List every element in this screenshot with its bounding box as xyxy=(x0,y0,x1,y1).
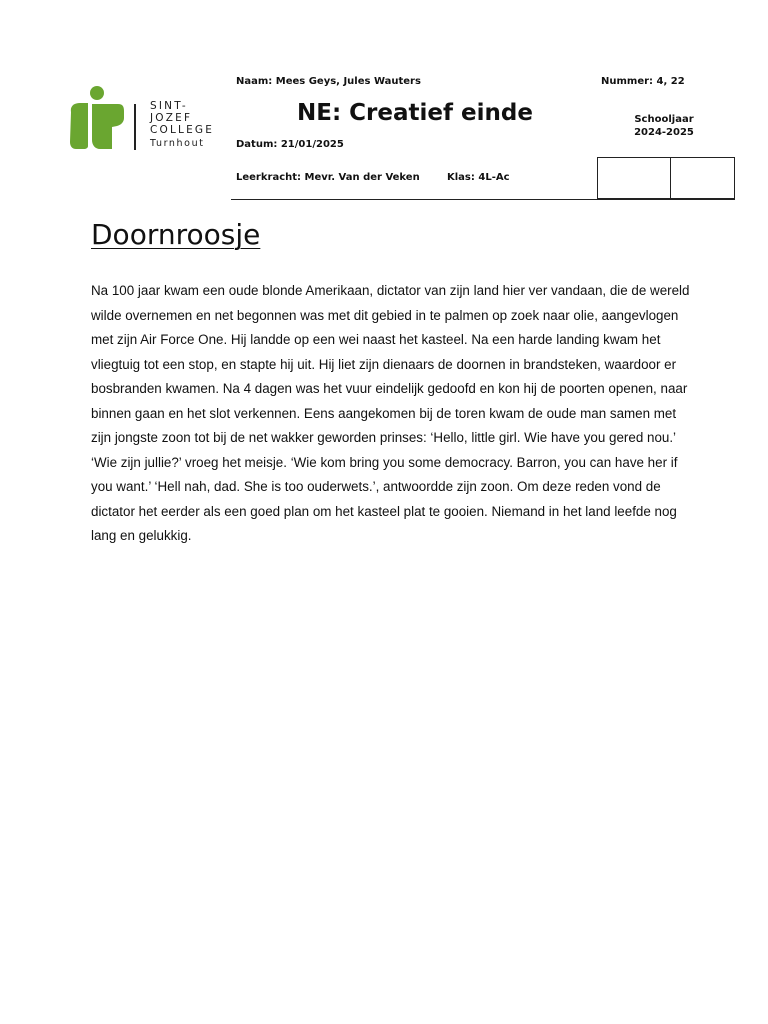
story-paragraph: Na 100 jaar kwam een oude blonde Amerikaan, dictator van zijn land hier ver vandaan, die de wereld wilde overnemen en net begonnen was met dit gebied in te palmen op zoek naar olie, aangevlogen met zijn Air Force One. Hij landde op een wei naast het kasteel. Na een harde landing kwam het vliegtuig tot een stop, en stapte hij uit. Hij liet zijn dienaars de doornen in brandsteken, waardoor er bosbranden kwamen. Na 4 dagen was het vuur eindelijk gedoofd en kon hij de poorten openen, naar binnen gaan en het slot verkennen. Eens aangekomen bij de toren kwam de oude man samen met zijn jongste zoon tot bij de net wakker geworden prinses: ‘Hello, little girl. Wie have you gered nou.’ ‘Wie zijn jullie?’ vroeg het meisje. ‘Wie kom bring you some democracy. Barron, you can have her if you want.’ ‘Hell nah, dad. She is too ouderwets.’, antwoordde zijn zoon. Om deze reden vond de dictator het eerder als een goed plan om het kasteel plat te gooien. Niemand in het land leefde nog lang en gelukkig. xyxy=(91,283,690,543)
logo-wordmark xyxy=(150,100,214,150)
header-divider xyxy=(231,199,735,200)
school-year xyxy=(626,113,702,139)
student-numbers: Nummer: 4, 22 xyxy=(601,76,685,87)
student-names: Naam: Mees Geys, Jules Wauters xyxy=(236,76,421,87)
date-field: Datum: 21/01/2025 xyxy=(236,139,344,150)
logo-line-sint: SINT- xyxy=(150,100,188,112)
logo-divider xyxy=(134,104,136,150)
logo-line-turnhout: Turnhout xyxy=(150,138,205,149)
score-box-1 xyxy=(597,157,671,199)
school-logo xyxy=(66,84,226,154)
page-title: NE: Creatief einde xyxy=(297,100,533,126)
class-field: Klas: 4L-Ac xyxy=(447,172,510,183)
teacher-field: Leerkracht: Mevr. Van der Veken xyxy=(236,172,420,183)
score-box-2 xyxy=(670,157,735,199)
school-logo-icon xyxy=(66,84,128,152)
logo-line-jozef: JOZEF xyxy=(150,112,193,124)
school-year-value: 2024-2025 xyxy=(634,127,694,138)
document-title: Doornroosje xyxy=(91,218,261,251)
school-year-label: Schooljaar xyxy=(634,114,694,125)
logo-line-college: COLLEGE xyxy=(150,124,215,136)
